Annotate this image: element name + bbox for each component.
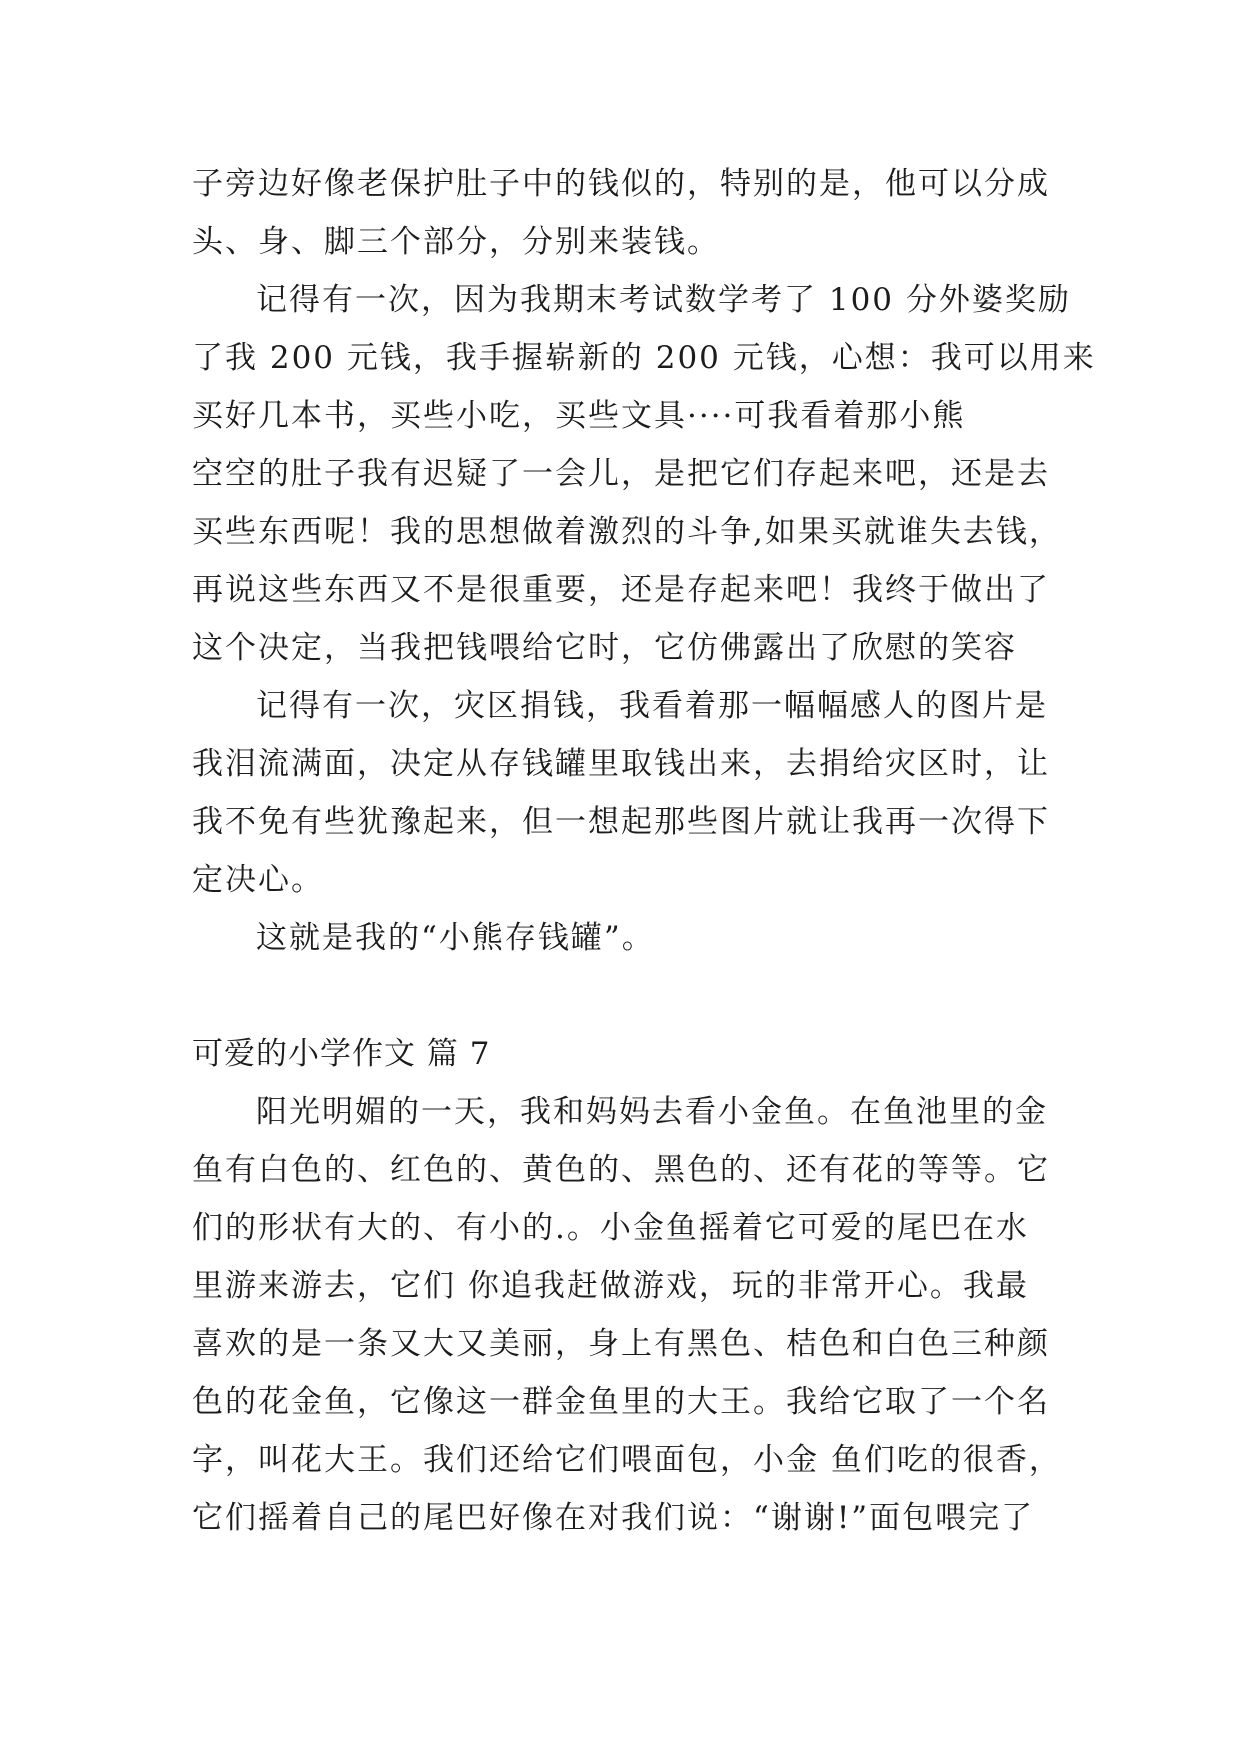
text-line: 买好几本书，买些小吃，买些文具····可我看着那小熊 xyxy=(192,398,966,434)
text-line: 它们摇着自己的尾巴好像在对我们说：“谢谢!”面包喂完了 xyxy=(192,1500,1035,1536)
text-line: 我不免有些犹豫起来，但一想起那些图片就让我再一次得下 xyxy=(192,804,1050,840)
text-line: 色的花金鱼，它像这一群金鱼里的大王。我给它取了一个名 xyxy=(192,1384,1050,1420)
text-line: 我泪流满面，决定从存钱罐里取钱出来，去捐给灾区时，让 xyxy=(192,746,1050,782)
text-line: 里游来游去，它们 你追我赶做游戏，玩的非常开心。我最 xyxy=(192,1268,1029,1304)
text-line: 这个决定，当我把钱喂给它时，它仿佛露出了欣慰的笑容 xyxy=(192,630,1017,666)
essay-part-2 xyxy=(192,1083,1062,1547)
text-line: 记得有一次，灾区捐钱，我看着那一幅幅感人的图片是 xyxy=(256,688,1048,724)
text-line: 字，叫花大王。我们还给它们喂面包，小金 鱼们吃的很香， xyxy=(192,1442,1062,1478)
text-line: 这就是我的“小熊存钱罐”。 xyxy=(256,920,655,956)
text-line: 们的形状有大的、有小的.。小金鱼摇着它可爱的尾巴在水 xyxy=(192,1210,1029,1246)
text-line: 了我 200 元钱，我手握崭新的 200 元钱，心想：我可以用来 xyxy=(192,340,1096,376)
text-line: 头、身、脚三个部分，分别来装钱。 xyxy=(192,224,720,260)
essay-part-1 xyxy=(192,155,1096,967)
text-line: 子旁边好像老保护肚子中的钱似的，特别的是，他可以分成 xyxy=(192,166,1050,202)
text-line: 空空的肚子我有迟疑了一会儿，是把它们存起来吧，还是去 xyxy=(192,456,1050,492)
text-line: 再说这些东西又不是很重要，还是存起来吧！我终于做出了 xyxy=(192,572,1050,608)
text-line: 定决心。 xyxy=(192,862,324,898)
text-line: 鱼有白色的、红色的、黄色的、黑色的、还有花的等等。它 xyxy=(192,1152,1050,1188)
document-page xyxy=(192,155,1096,1547)
section-heading: 可爱的小学作文 篇 7 xyxy=(192,1036,491,1072)
text-line: 记得有一次，因为我期末考试数学考了 100 分外婆奖励 xyxy=(256,282,1071,318)
section-gap xyxy=(192,967,1056,1025)
text-line: 喜欢的是一条又大又美丽，身上有黑色、桔色和白色三种颜 xyxy=(192,1326,1050,1362)
text-line: 阳光明媚的一天，我和妈妈去看小金鱼。在鱼池里的金 xyxy=(256,1094,1048,1130)
text-line: 买些东西呢！我的思想做着激烈的斗争,如果买就谁失去钱， xyxy=(192,514,1062,550)
